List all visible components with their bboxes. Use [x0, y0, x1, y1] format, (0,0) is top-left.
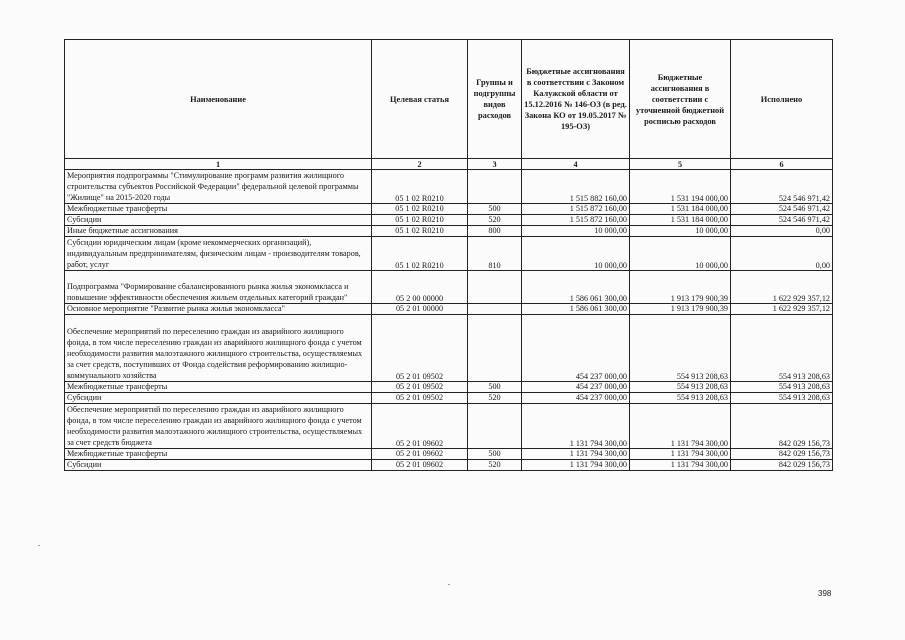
column-number: 6: [731, 159, 833, 170]
table-row: [65, 315, 833, 382]
row-target-code: 05 2 01 09602: [372, 460, 468, 471]
row-law-amount: 454 237 000,00: [522, 393, 630, 404]
column-number: 1: [65, 159, 372, 170]
column-number-row: [65, 159, 833, 170]
row-target-code: 05 1 02 R0210: [372, 215, 468, 226]
row-law-amount: 1 586 061 300,00: [522, 271, 630, 304]
row-executed-amount: 842 029 156,73: [731, 449, 833, 460]
row-executed-amount: 524 546 971,42: [731, 170, 833, 204]
row-group: [468, 404, 522, 449]
scan-speck: [38, 545, 40, 546]
row-name: Межбюджетные трансферты: [65, 382, 372, 393]
row-executed-amount: 1 622 929 357,12: [731, 271, 833, 304]
row-group: 500: [468, 382, 522, 393]
row-target-code: 05 1 02 R0210: [372, 226, 468, 237]
row-name: Субсидии юридическим лицам (кроме некоммерческих организаций), индивидуальным предпринимателям, физическим лицам - производителям товаров, работ, услуг: [65, 237, 372, 271]
row-executed-amount: 524 546 971,42: [731, 215, 833, 226]
row-name: Межбюджетные трансферты: [65, 449, 372, 460]
row-target-code: 05 1 02 R0210: [372, 204, 468, 215]
row-group: [468, 304, 522, 315]
row-law-amount: 1 515 882 160,00: [522, 170, 630, 204]
header-law-allocations: Бюджетные ассигнования в соответствии с Законом Калужской области от 15.12.2016 № 146-ОЗ (в ред. Закона КО от 19.05.2017 № 195-ОЗ): [522, 40, 630, 159]
row-law-amount: 10 000,00: [522, 237, 630, 271]
row-group: 520: [468, 460, 522, 471]
row-target-code: 05 2 01 09602: [372, 404, 468, 449]
row-revised-amount: 1 531 184 000,00: [630, 215, 731, 226]
row-law-amount: 1 515 872 160,00: [522, 204, 630, 215]
row-target-code: 05 2 01 09502: [372, 382, 468, 393]
row-revised-amount: 554 913 208,63: [630, 315, 731, 382]
row-revised-amount: 1 531 194 000,00: [630, 170, 731, 204]
row-law-amount: 1 131 794 300,00: [522, 460, 630, 471]
row-name: Субсидии: [65, 393, 372, 404]
row-executed-amount: 842 029 156,73: [731, 404, 833, 449]
row-name: Обеспечение мероприятий по переселению граждан из аварийного жилищного фонда, в том числе переселению граждан из аварийного жилищного фонда с учетом необходимости развития малоэтажного жилищного строительства, осуществляемых за счет средств, поступивших от Фонда содействия реформированию жилищно-коммунального хозяйства: [65, 315, 372, 382]
row-name: Подпрограмма "Формирование сбалансированного рынка жилья экономкласса и повышение эффективности обеспечения жильем отдельных категорий граждан": [65, 271, 372, 304]
column-number: 4: [522, 159, 630, 170]
header-executed: Исполнено: [731, 40, 833, 159]
row-group: 500: [468, 204, 522, 215]
row-name: Субсидии: [65, 215, 372, 226]
row-group: [468, 315, 522, 382]
row-target-code: 05 2 01 00000: [372, 304, 468, 315]
table-row: [65, 226, 833, 237]
table-row: [65, 237, 833, 271]
row-executed-amount: 0,00: [731, 226, 833, 237]
scan-speck: [448, 584, 450, 585]
row-target-code: 05 2 00 00000: [372, 271, 468, 304]
row-law-amount: 1 586 061 300,00: [522, 304, 630, 315]
row-executed-amount: 554 913 208,63: [731, 393, 833, 404]
header-expense-groups: Группы и подгруппы видов расходов: [468, 40, 522, 159]
row-executed-amount: 1 622 929 357,12: [731, 304, 833, 315]
row-name: Основное мероприятие "Развитие рынка жилья экономкласса": [65, 304, 372, 315]
row-revised-amount: 1 131 794 300,00: [630, 449, 731, 460]
row-name: Мероприятия подпрограммы "Стимулирование программ развития жилищного строительства субъектов Российской Федерации" федеральной целевой программы "Жилище" на 2015-2020 годы: [65, 170, 372, 204]
row-target-code: 05 2 01 09602: [372, 449, 468, 460]
header-name: Наименование: [65, 40, 372, 159]
table-row: [65, 304, 833, 315]
row-group: 520: [468, 393, 522, 404]
page-number: 398: [818, 589, 832, 598]
row-executed-amount: 842 029 156,73: [731, 460, 833, 471]
row-group: 520: [468, 215, 522, 226]
table-row: [65, 460, 833, 471]
table-row: [65, 215, 833, 226]
row-revised-amount: 1 131 794 300,00: [630, 404, 731, 449]
table-row: [65, 271, 833, 304]
row-group: [468, 271, 522, 304]
row-group: 500: [468, 449, 522, 460]
row-name: Иные бюджетные ассигнования: [65, 226, 372, 237]
column-number: 5: [630, 159, 731, 170]
row-revised-amount: 554 913 208,63: [630, 382, 731, 393]
row-revised-amount: 10 000,00: [630, 226, 731, 237]
header-target-article: Целевая статья: [372, 40, 468, 159]
row-revised-amount: 1 913 179 900,39: [630, 271, 731, 304]
row-law-amount: 1 131 794 300,00: [522, 404, 630, 449]
table-row: [65, 170, 833, 204]
row-name: Субсидии: [65, 460, 372, 471]
row-name: Межбюджетные трансферты: [65, 204, 372, 215]
table-header-row: [65, 40, 833, 159]
column-number: 3: [468, 159, 522, 170]
row-executed-amount: 554 913 208,63: [731, 382, 833, 393]
row-executed-amount: 0,00: [731, 237, 833, 271]
row-target-code: 05 1 02 R0210: [372, 237, 468, 271]
table-row: [65, 382, 833, 393]
row-law-amount: 10 000,00: [522, 226, 630, 237]
row-law-amount: 1 515 872 160,00: [522, 215, 630, 226]
row-group: 800: [468, 226, 522, 237]
table-row: [65, 393, 833, 404]
row-group: 810: [468, 237, 522, 271]
column-number: 2: [372, 159, 468, 170]
table-row: [65, 404, 833, 449]
table-row: [65, 204, 833, 215]
row-target-code: 05 2 01 09502: [372, 393, 468, 404]
row-law-amount: 454 237 000,00: [522, 315, 630, 382]
row-executed-amount: 524 546 971,42: [731, 204, 833, 215]
row-law-amount: 454 237 000,00: [522, 382, 630, 393]
row-revised-amount: 1 131 794 300,00: [630, 460, 731, 471]
budget-table: [64, 39, 833, 471]
row-target-code: 05 1 02 R0210: [372, 170, 468, 204]
row-revised-amount: 10 000,00: [630, 237, 731, 271]
row-executed-amount: 554 913 208,63: [731, 315, 833, 382]
row-revised-amount: 554 913 208,63: [630, 393, 731, 404]
row-group: [468, 170, 522, 204]
row-revised-amount: 1 913 179 900,39: [630, 304, 731, 315]
row-revised-amount: 1 531 184 000,00: [630, 204, 731, 215]
table-row: [65, 449, 833, 460]
row-name: Обеспечение мероприятий по переселению граждан из аварийного жилищного фонда, в том числе переселению граждан из аварийного жилищного фонда с учетом необходимости развития малоэтажного жилищного строительства, осуществляемых за счет средств бюджета: [65, 404, 372, 449]
row-target-code: 05 2 01 09502: [372, 315, 468, 382]
header-revised-allocations: Бюджетные ассигнования в соответствии с уточненной бюджетной росписью расходов: [630, 40, 731, 159]
row-law-amount: 1 131 794 300,00: [522, 449, 630, 460]
